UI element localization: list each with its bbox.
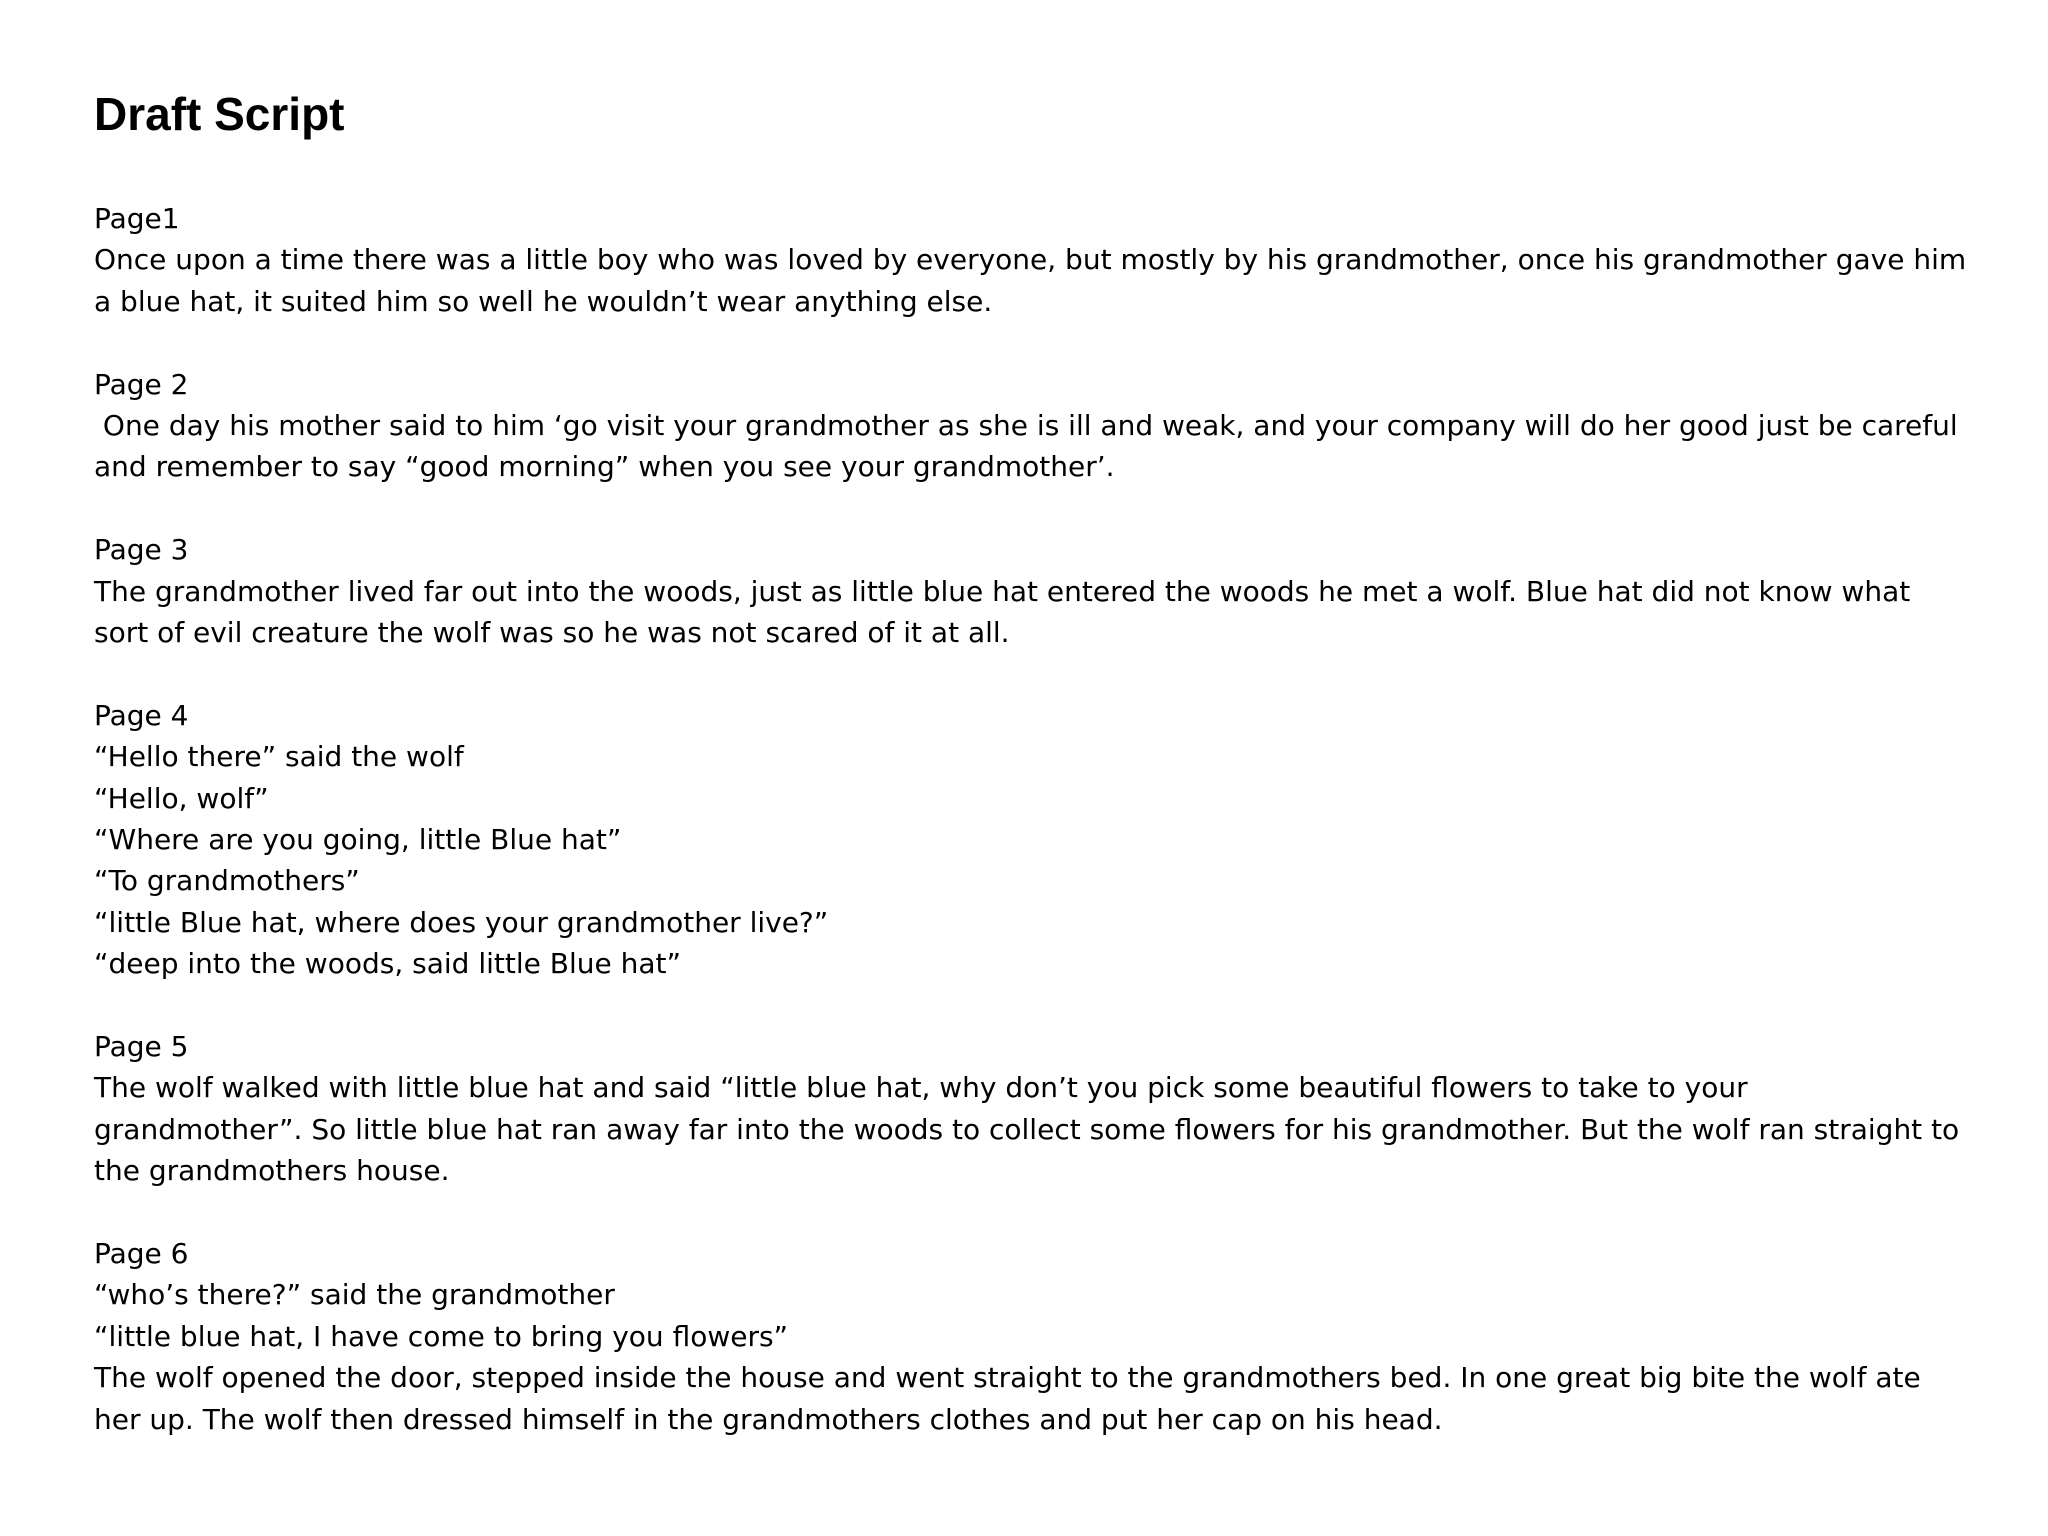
section-text-line: grandmother”. So little blue hat ran away far into the woods to collect some flowers for his grandmother. But the wolf ran straight to [94,1112,1960,1146]
section-text-line: her up. The wolf then dressed himself in the grandmothers clothes and put her cap on his head. [94,1402,1443,1436]
section-text-line: “deep into the woods, said little Blue hat” [94,947,681,981]
section-text-line: “Hello there” said the wolf [94,740,464,774]
script-section [94,529,1974,653]
section-text-line: “Hello, wolf” [94,781,269,815]
section-heading: Page 2 [94,367,189,401]
section-heading: Page 6 [94,1237,189,1271]
page-title: Draft Script [94,88,345,140]
section-text-line: the grandmothers house. [94,1154,450,1188]
section-text-line: “little Blue hat, where does your grandmother live?” [94,905,829,939]
section-text-line: “To grandmothers” [94,864,360,898]
section-text-line: The wolf opened the door, stepped inside the house and went straight to the grandmothers bed. In one great big bite the wolf ate [94,1361,1921,1395]
section-heading: Page1 [94,202,180,235]
section-text-line: The wolf walked with little blue hat and said “little blue hat, why don’t you pick some beautiful flowers to take to your [94,1071,1748,1105]
script-section [94,364,1974,488]
section-text-line: Once upon a time there was a little boy who was loved by everyone, but mostly by his grandmother, once his grandmother gave him [94,243,1967,277]
script-section [94,695,1974,985]
script-section [94,198,1974,322]
section-text-line: One day his mother said to him ‘go visit your grandmother as she is ill and weak, and your company will do her good just be careful [94,409,1958,443]
section-text-line: a blue hat, it suited him so well he wouldn’t wear anything else. [94,284,993,318]
script-section [94,1026,1974,1192]
section-heading: Page 4 [94,698,189,732]
section-text-line: and remember to say “good morning” when you see your grandmother’. [94,450,1115,484]
section-text-line: “Where are you going, little Blue hat” [94,823,622,857]
script-section [94,1233,1974,1440]
section-text-line: The grandmother lived far out into the woods, just as little blue hat entered the woods he met a wolf. Blue hat did not know what [94,574,1911,608]
section-text-line: “who’s there?” said the grandmother [94,1278,615,1312]
section-text-line: sort of evil creature the wolf was so he was not scared of it at all. [94,616,1010,650]
script-body [94,198,1974,1482]
section-heading: Page 3 [94,533,189,567]
section-heading: Page 5 [94,1030,189,1064]
section-text-line: “little blue hat, I have come to bring you flowers” [94,1319,789,1353]
